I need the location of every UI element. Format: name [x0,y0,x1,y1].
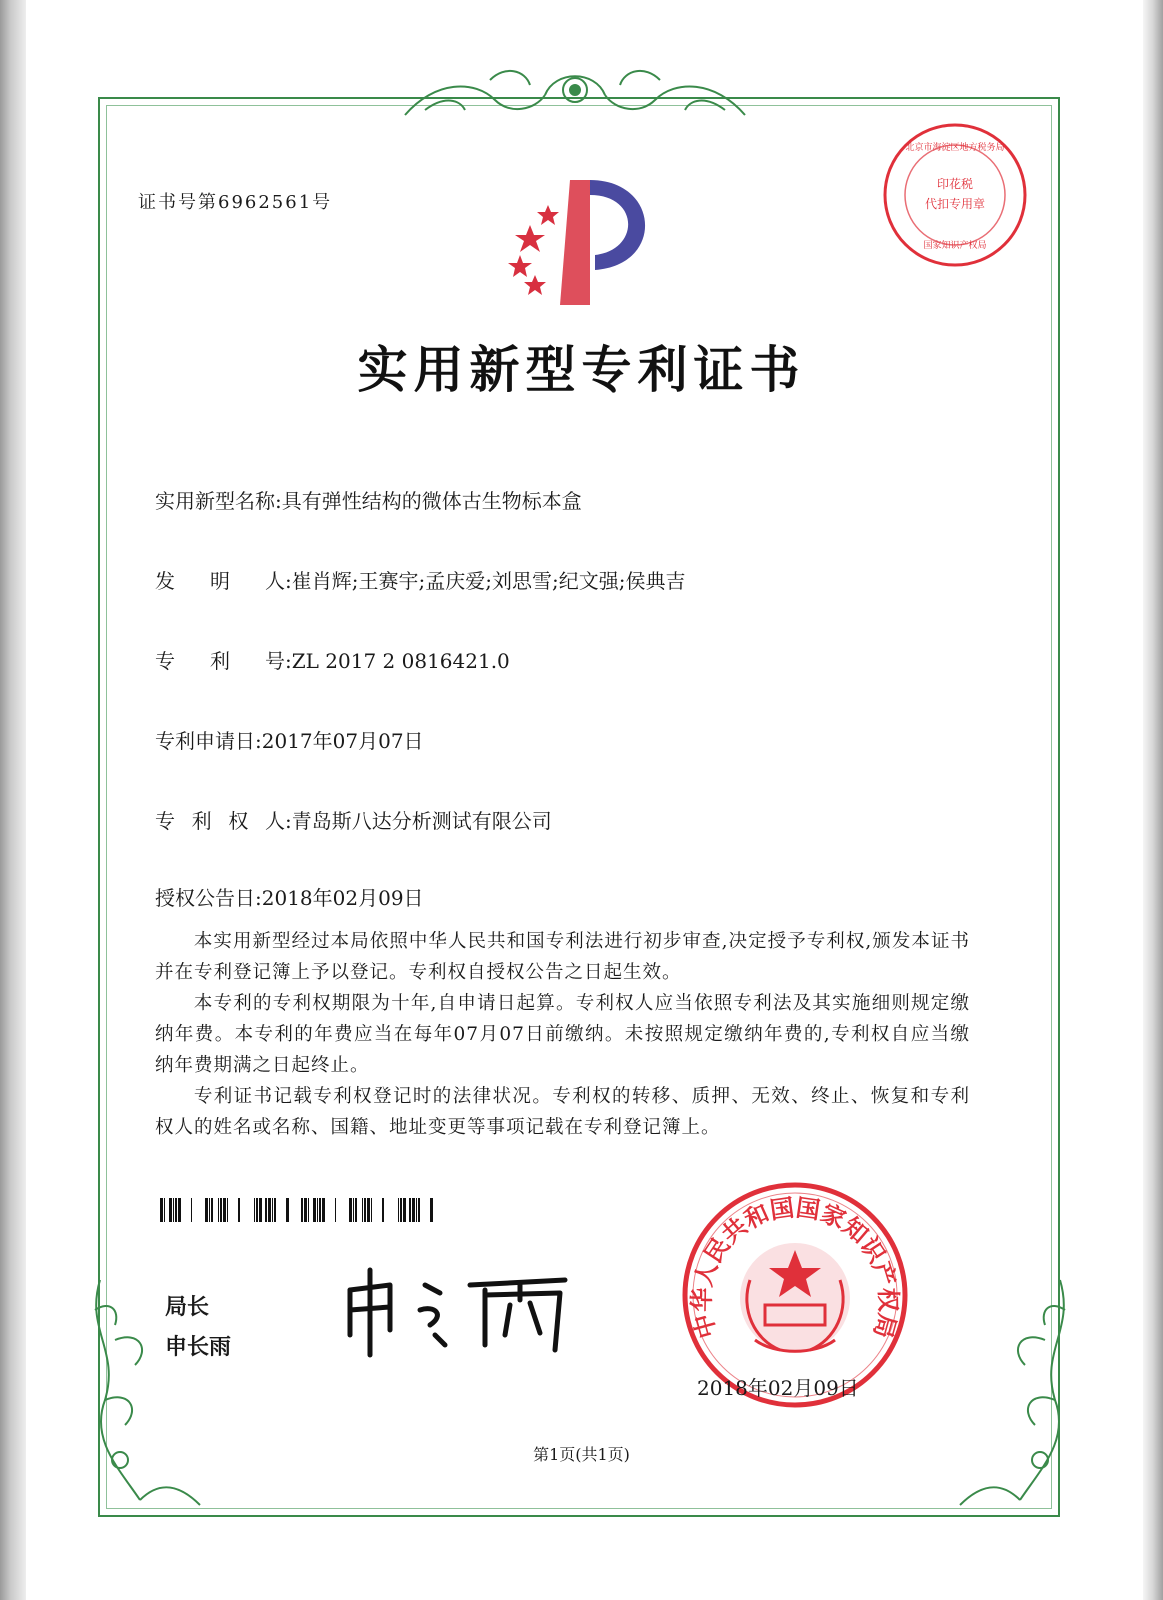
svg-text:北京市海淀区地方税务局: 北京市海淀区地方税务局 [905,143,1005,153]
svg-text:代扣专用章: 代扣专用章 [924,197,986,211]
top-ornament [395,60,755,130]
patentee-value: 青岛斯八达分析测试有限公司 [291,809,552,833]
patent-number-row: 专 利 号 :ZL 2017 2 0816421.0 [155,645,510,674]
application-date-label: 专利申请日: [155,729,262,753]
body-paragraph: 本专利的专利权期限为十年,自申请日起算。专利权人应当依照专利法及其实施细则规定缴纳年费。本专利的年费应当在每年07月07日前缴纳。未按照规定缴纳年费的,专利权自应当缴纳年费期满之日起终止。 [155,993,970,1076]
patentee-label: 专 利 权 人 [155,809,285,833]
body-paragraph: 专利证书记载专利权登记时的法律状况。专利权的转移、质押、无效、终止、恢复和专利权人的姓名或名称、国籍、地址变更等事项记载在专利登记簿上。 [155,1086,970,1138]
utility-model-name-value: 具有弹性结构的微体古生物标本盒 [281,489,582,513]
body-paragraph: 本实用新型经过本局依照中华人民共和国专利法进行初步审查,决定授予专利权,颁发本证书并在专利登记簿上予以登记。专利权自授权公告之日起生效。 [155,931,970,983]
inventor-row: 发 明 人 :崔肖辉;王赛宇;孟庆爱;刘思雪;纪文强;侯典吉 [155,565,685,594]
patent-office-logo [490,170,690,310]
inventor-value: 崔肖辉;王赛宇;孟庆爱;刘思雪;纪文强;侯典吉 [291,569,686,593]
grant-date-label: 授权公告日: [155,886,262,910]
certificate-number: 证书号第6962561号 [138,192,333,213]
svg-text:中华人民共和国国家知识产权局: 中华人民共和国国家知识产权局 [687,1193,903,1342]
scan-edge-left [0,0,26,1600]
utility-model-name-row [155,485,582,514]
grant-date-value: 2018年02月09日 [261,886,424,910]
patentee-row: 专 利 权 人 :青岛斯八达分析测试有限公司 [155,805,552,834]
director-title: 局长 [165,1295,210,1320]
inventor-label: 发 明 人 [155,569,285,593]
director-name: 申长雨 [165,1335,232,1360]
svg-text:国家知识产权局: 国家知识产权局 [923,241,987,251]
patent-number-label: 专 利 号 [155,649,285,673]
director-signature [335,1255,585,1360]
certificate-title: 实用新型专利证书 [357,340,806,399]
page-number: 第1页(共1页) [533,1445,630,1464]
application-date-row [155,725,424,754]
bottom-right-ornament [940,1270,1080,1510]
tax-seal [880,120,1030,270]
utility-model-name-label: 实用新型名称: [155,489,282,513]
svg-text:印花税: 印花税 [936,177,974,191]
patent-number-value: ZL 2017 2 0816421.0 [291,649,510,673]
application-date-value: 2017年07月07日 [261,729,424,753]
grant-date-row [155,882,424,911]
issue-date: 2018年02月09日 [697,1376,859,1400]
certificate-body [155,926,970,1143]
barcode [160,1198,440,1222]
scan-edge-right [1143,0,1163,1600]
